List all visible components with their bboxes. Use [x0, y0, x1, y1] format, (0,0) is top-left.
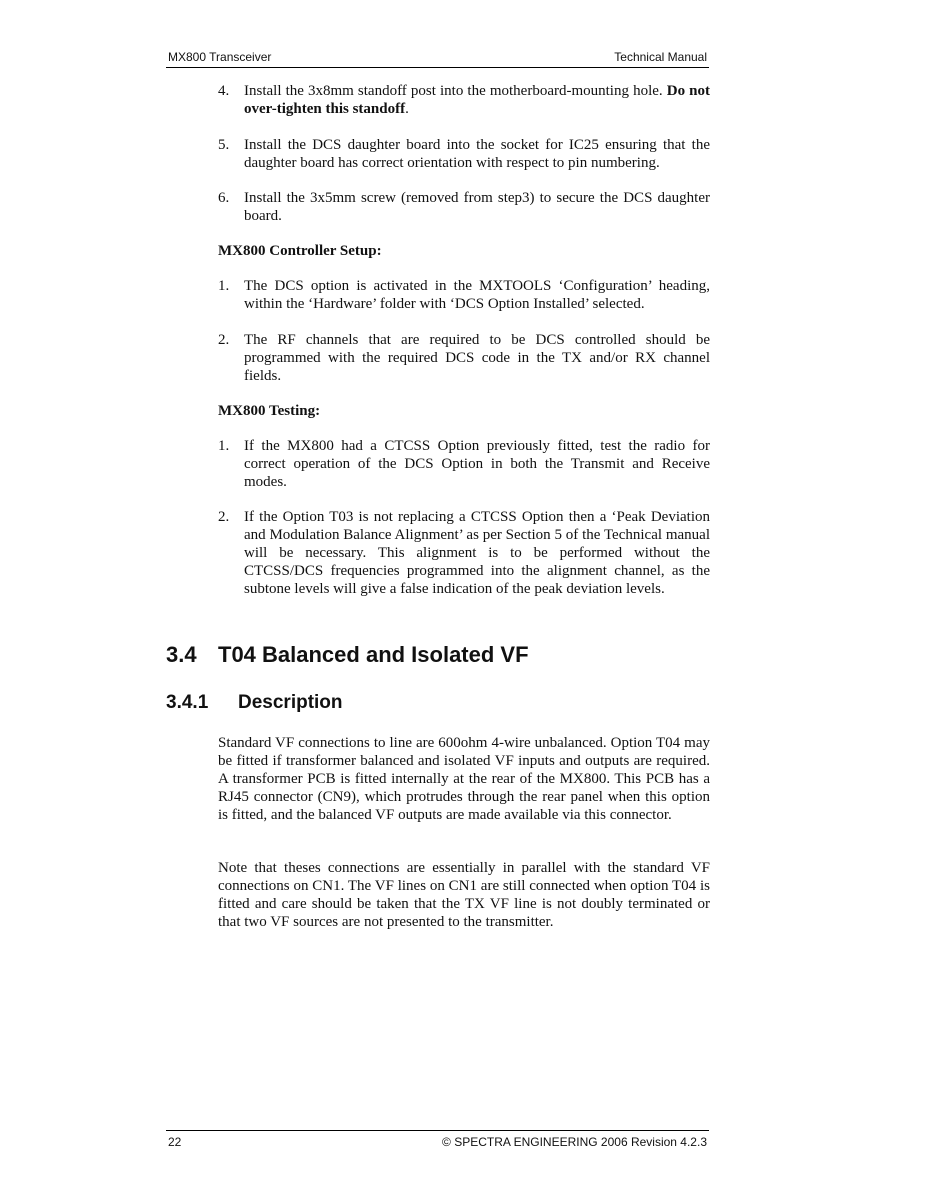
setup-step-2: 2. The RF channels that are required to be DCS controlled should be programmed with the required DCS code in the TX and/or RX channel fields. [218, 332, 710, 384]
section-title: T04 Balanced and Isolated VF [218, 642, 529, 667]
testing-heading: MX800 Testing: [218, 403, 321, 419]
install-step-5: 5. Install the DCS daughter board into the socket for IC25 ensuring that the daughter board has correct orientation with respect to pin numbering. [218, 137, 710, 171]
page-footer [166, 1130, 709, 1152]
subsection-heading [166, 692, 343, 714]
install-step-6: 6. Install the 3x5mm screw (removed from step3) to secure the DCS daughter board. [218, 190, 710, 224]
warning-text: Do not over-tighten this standoff [244, 83, 710, 117]
header-manual: Technical Manual [614, 50, 707, 64]
testing-step-1: 1. If the MX800 had a CTCSS Option previously fitted, test the radio for correct operation of the DCS Option in both the Transmit and Receive modes. [218, 438, 710, 490]
install-step-4: 4. Install the 3x8mm standoff post into the motherboard-mounting hole. Do not over-tighten this standoff. [218, 83, 710, 117]
subsection-number: 3.4.1 [166, 692, 209, 713]
page-header [166, 50, 709, 68]
page-number: 22 [168, 1135, 182, 1149]
description-paragraph-2: Note that theses connections are essentially in parallel with the standard VF connections on CN1. The VF lines on CN1 are still connected when option T04 is fitted and care should be taken that the TX VF line is not doubly terminated or that two VF sources are not presented to the transmitter. [218, 860, 710, 930]
section-number: 3.4 [166, 642, 197, 667]
controller-setup-heading: MX800 Controller Setup: [218, 243, 382, 259]
footer-copyright: © SPECTRA ENGINEERING 2006 Revision 4.2.3 [442, 1135, 707, 1149]
section-heading [166, 642, 529, 668]
testing-step-2: 2. If the Option T03 is not replacing a CTCSS Option then a ‘Peak Deviation and Modulation Balance Alignment’ as per Section 5 of the Technical manual will be necessary. This alignment is to be performed without the CTCSS/DCS frequencies programmed into the alignment channel, as the subtone levels will give a false indication of the peak deviation levels. [218, 509, 710, 597]
subsection-title: Description [238, 692, 343, 713]
header-product: MX800 Transceiver [168, 50, 272, 64]
description-paragraph-1: Standard VF connections to line are 600ohm 4-wire unbalanced. Option T04 may be fitted if transformer balanced and isolated VF inputs and outputs are required. A transformer PCB is fitted internally at the rear of the MX800. This PCB has a RJ45 connector (CN9), which protrudes through the rear panel when this option is fitted, and the balanced VF outputs are made available via this connector. [218, 735, 710, 823]
setup-step-1: 1. The DCS option is activated in the MXTOOLS ‘Configuration’ heading, within the ‘Hardware’ folder with ‘DCS Option Installed’ selected. [218, 278, 710, 312]
